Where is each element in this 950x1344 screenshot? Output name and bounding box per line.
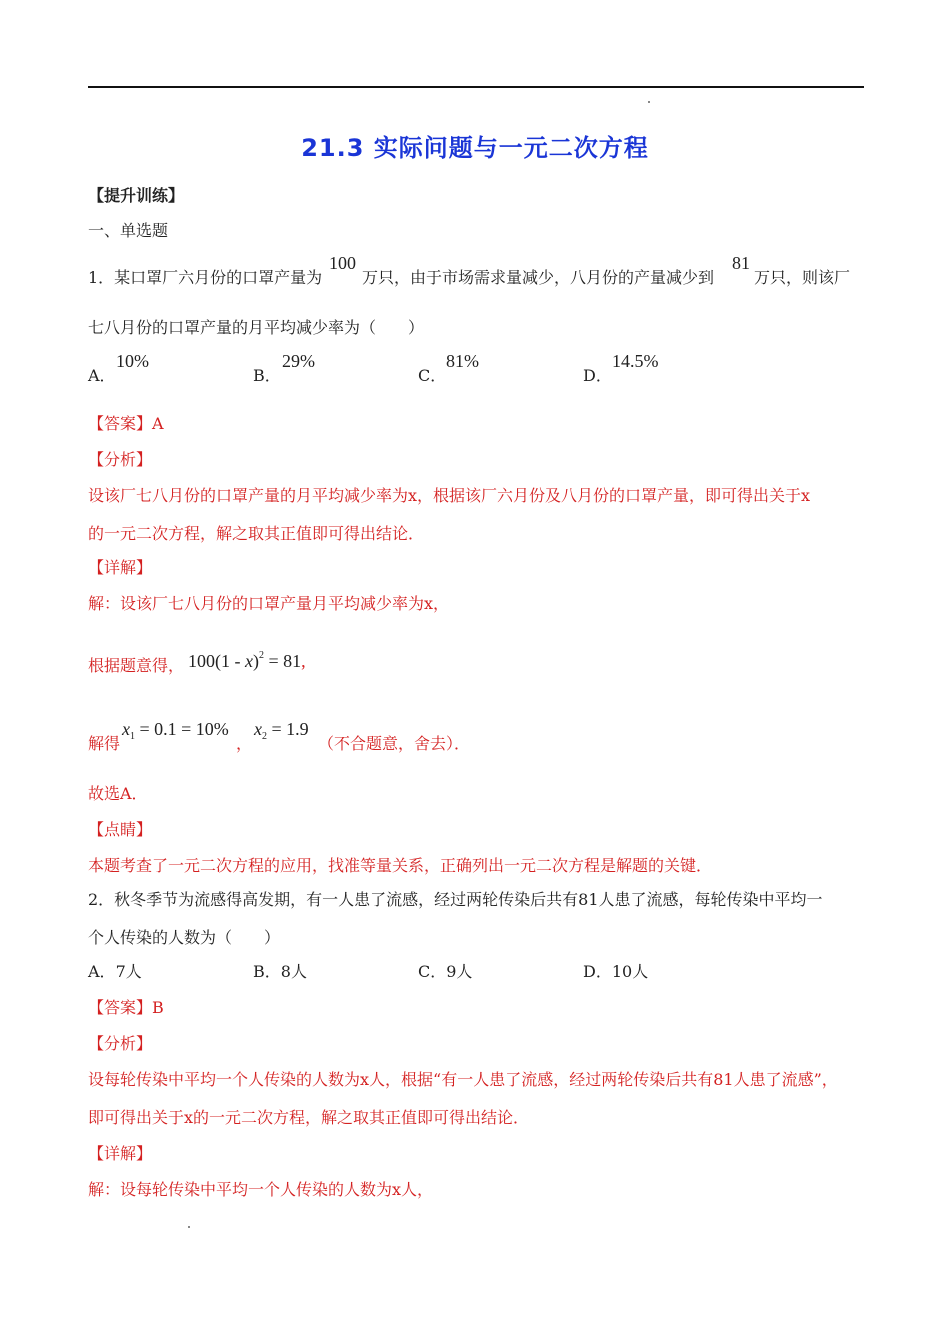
- q1-answer: [88, 414, 164, 434]
- eq3-variable: x: [254, 719, 262, 739]
- q1-separator: ，: [236, 734, 253, 753]
- q2-option-d-letter: D．: [583, 962, 612, 981]
- q2-answer-label: 【答案】: [88, 998, 153, 1017]
- q2-option-d-value: 10人: [611, 962, 649, 981]
- q1-option-d-letter: D．: [583, 366, 612, 385]
- eq2-variable: x: [122, 719, 130, 739]
- q2-option-d: [583, 962, 648, 982]
- q2-analysis-line1: 设每轮传染中平均一个人传染的人数为x人，根据“有一人患了流感，经过两轮传染后共有81人患了流感”，: [88, 1070, 838, 1089]
- q2-detail-line1: 解：设每轮传染中平均一个人传染的人数为x人，: [88, 1180, 434, 1199]
- eq1-variable: x: [245, 651, 253, 671]
- eq1-paren: ): [253, 651, 259, 671]
- q1-conclusion: 故选A．: [88, 784, 148, 803]
- q2-option-c-value: 9人: [446, 962, 473, 981]
- eq3-value: = 1.9: [267, 719, 309, 739]
- q1-stem-line2: 七八月份的口罩产量的月平均减少率为（ ）: [88, 318, 425, 337]
- part-label: 一、单选题: [88, 221, 169, 240]
- q1-detail-line1: 解：设该厂七八月份的口罩产量月平均减少率为x，: [88, 594, 450, 613]
- q2-option-a-letter: A．: [88, 962, 116, 981]
- q1-value-a: 100: [329, 253, 356, 273]
- eq2-value: = 0.1 = 10%: [135, 719, 229, 739]
- q1-answer-value: A: [152, 414, 164, 433]
- q2-detail-label: 【详解】: [88, 1144, 153, 1163]
- q1-stem-part-c: 万只，则该厂: [754, 268, 851, 287]
- section-header: 【提升训练】: [88, 186, 185, 205]
- q1-equation-note: （不合题意，舍去）．: [318, 734, 471, 753]
- q2-stem-line2: 个人传染的人数为（ ）: [88, 928, 281, 947]
- eq3-subscript: 2: [262, 731, 267, 742]
- q2-answer: [88, 998, 164, 1018]
- q1-detail-label: 【详解】: [88, 558, 153, 577]
- q1-option-a-letter: A．: [88, 366, 116, 385]
- q1-analysis-label: 【分析】: [88, 450, 153, 469]
- eq2-subscript: 1: [130, 731, 135, 742]
- q1-detail-line2: 根据题意得，: [88, 656, 185, 675]
- q1-analysis-line2: 的一元二次方程，解之取其正值即可得出结论．: [88, 524, 425, 543]
- q1-option-c-letter: C．: [418, 366, 447, 385]
- header-rule: [88, 86, 864, 88]
- q1-stem-part-b: 万只，由于市场需求量减少，八月份的产量减少到: [362, 268, 715, 287]
- q2-stem-line1: 2．秋冬季节为流感得高发期，有一人患了流感，经过两轮传染后共有81人患了流感，每轮传染中平均一: [88, 890, 823, 909]
- stray-mark: [648, 101, 650, 103]
- q2-option-b: [253, 962, 307, 982]
- q2-option-a-value: 7人: [115, 962, 142, 981]
- q2-option-b-letter: B．: [253, 962, 281, 981]
- q1-stem-part-a: 1．某口罩厂六月份的口罩产量为: [88, 268, 323, 287]
- q1-option-b-letter: B．: [253, 366, 281, 385]
- q1-answer-label: 【答案】: [88, 414, 153, 433]
- q2-analysis-line2: 即可得出关于x的一元二次方程，解之取其正值即可得出结论．: [88, 1108, 530, 1127]
- q2-option-a: [88, 962, 142, 982]
- eq1-left: 100(1 -: [188, 651, 245, 671]
- page-title: 21.3 实际问题与一元二次方程: [301, 134, 649, 162]
- q2-option-c: [418, 962, 472, 982]
- stray-mark: [188, 1226, 190, 1228]
- q2-analysis-label: 【分析】: [88, 1034, 153, 1053]
- eq1-right: = 81: [264, 651, 302, 671]
- q1-equation-3: [254, 719, 309, 747]
- q1-option-b-value: 29%: [282, 351, 315, 371]
- q2-option-b-value: 8人: [280, 962, 307, 981]
- q1-value-b: 81: [732, 253, 750, 273]
- q1-option-d-value: 14.5%: [612, 351, 659, 371]
- eq1-exponent: 2: [259, 650, 264, 661]
- q1-equation-2: [122, 719, 229, 747]
- q1-comment-label: 【点睛】: [88, 820, 153, 839]
- q2-option-c-letter: C．: [418, 962, 447, 981]
- q1-analysis-line1: 设该厂七八月份的口罩产量的月平均减少率为x，根据该厂六月份及八月份的口罩产量，即可得出关于x: [88, 486, 811, 505]
- q1-option-c-value: 81%: [446, 351, 479, 371]
- q1-detail-line3: 解得: [88, 734, 121, 753]
- q2-answer-value: B: [152, 998, 164, 1017]
- q1-comment: 本题考查了一元二次方程的应用，找准等量关系，正确列出一元二次方程是解题的关键．: [88, 856, 713, 875]
- q1-option-a-value: 10%: [116, 351, 149, 371]
- q1-equation-1: 100(1 - x)$^2$ = 81,: [188, 650, 306, 671]
